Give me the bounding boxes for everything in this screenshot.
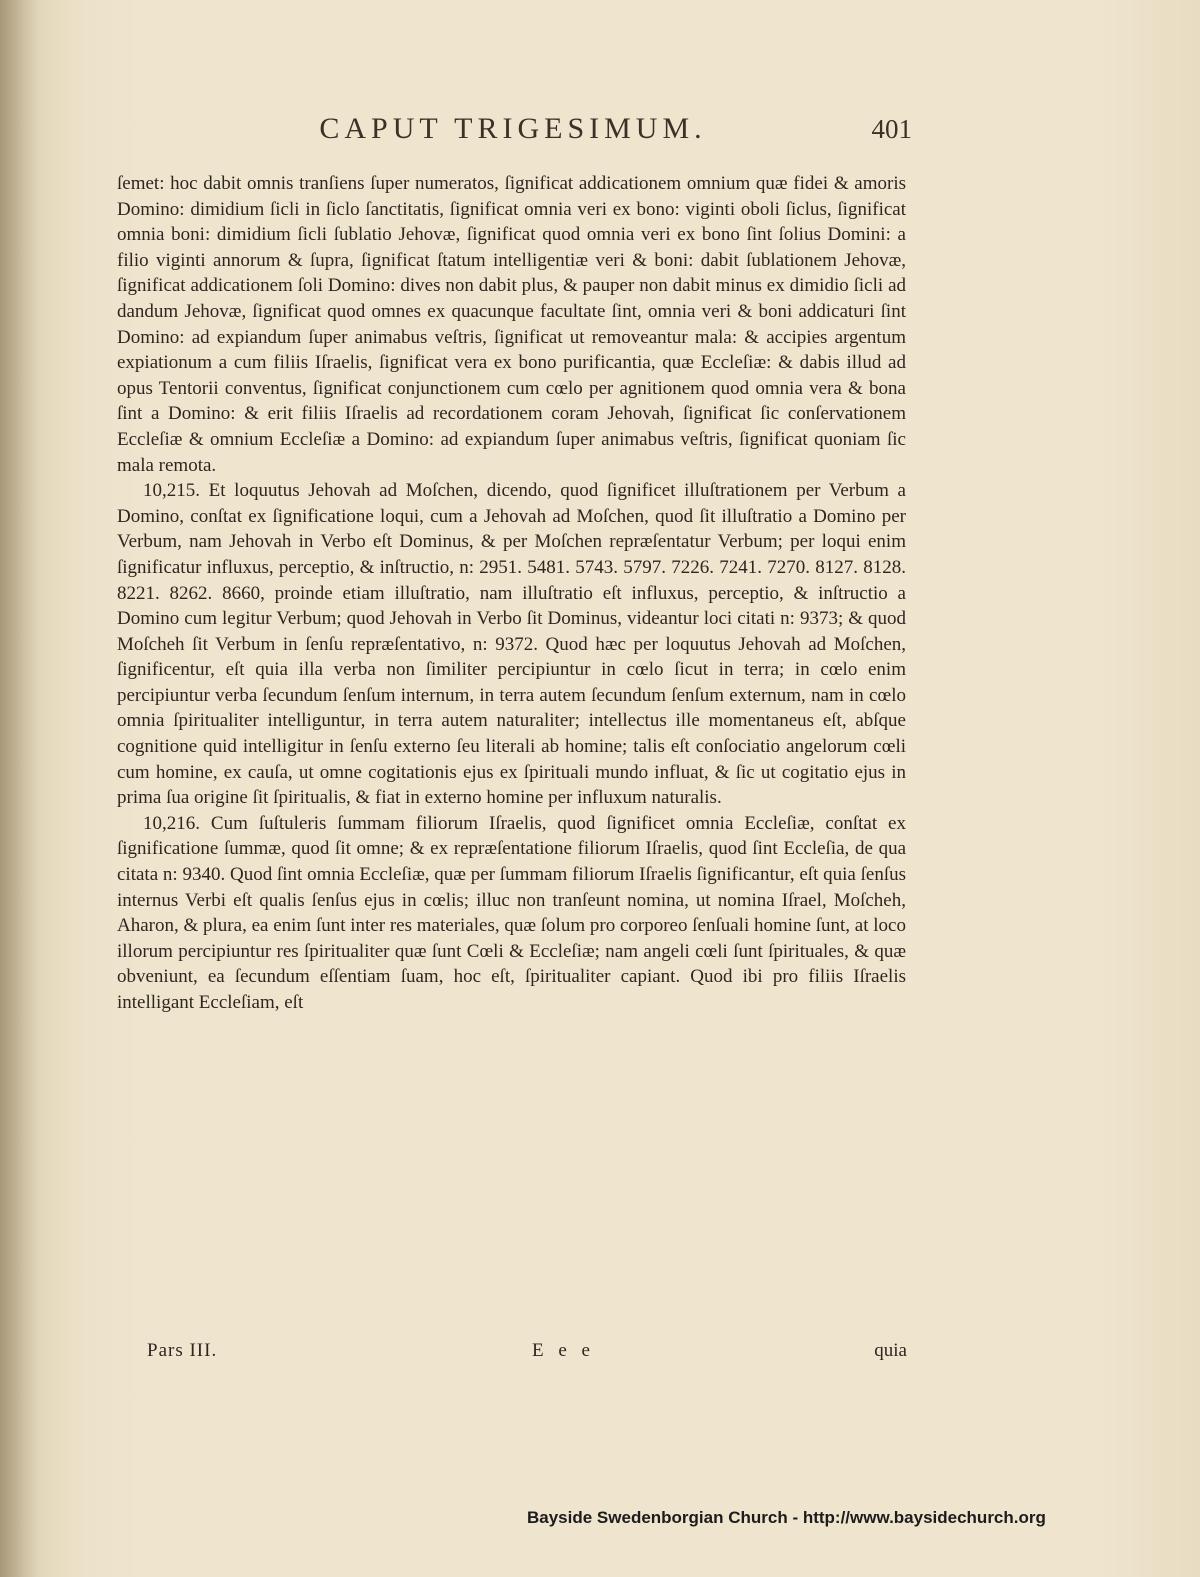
paragraph-continuation: ſemet: hoc dabit omnis tranſiens ſuper numeratos, ſignificat addicationem omnium quæ fidei & amoris Domino: dimidium ſicli in ſiclo ſanctitatis, ſignificat omnia veri ex bono: viginti oboli ſiclus, ſignificat omnia boni: dimidium ſicli ſublatio Jehovæ, ſignificat quod omnia veri ex bono ſint ſolius Domini: a filio viginti annorum & ſupra, ſignificat ſtatum intelligentiæ veri & boni: dabit ſublationem Jehovæ, ſignificat addicationem ſoli Domino: dives non dabit plus, & pauper non dabit minus ex dimidio ſicli ad dandum Jehovæ, ſignificat quod omnes ex quacunque facultate ſint, omnia veri & boni addicaturi ſint Domino: ad expiandum ſuper animabus veſtris, ſignificat ut removeantur mala: & accipies argentum expiationum a cum filiis Iſraelis, ſignificat vera ex bono purificantia, quæ Eccleſiæ: & dabis illud ad opus Tentorii conventus, ſignificat conjunctionem cum cœlo per agnitionem quod omnia vera & bona ſint a Domino: & erit filiis Iſraelis ad recordationem coram Jehovah, ſignificat ſic conſervationem Eccleſiæ & omnium Eccleſiæ a Domino: ad expiandum ſuper animabus veſtris, ſignificat quoniam ſic mala remota. — [117, 173, 906, 476]
page-footer — [147, 1340, 907, 1368]
running-head — [118, 112, 912, 162]
body-text — [117, 171, 906, 1016]
page-number: 401 — [871, 114, 912, 144]
spine-shadow — [0, 0, 38, 1577]
watermark-text: Bayside Swedenborgian Church - http://www.baysidechurch.org — [527, 1508, 1046, 1527]
signature-part: Pars III. — [147, 1340, 218, 1361]
paragraph-10215: 10,215. Et loquutus Jehovah ad Moſchen, dicendo, quod ſignificet illuſtrationem per Verbum a Domino, conſtat ex ſignificatione loqui, cum a Jehovah ad Moſchen, quod ſit illuſtratio a Domino per Verbum, nam Jehovah in Verbo eſt Dominus, & per Moſchen repræſentatur Verbum; per loqui enim ſignificatur influxus, perceptio, & inſtructio, n: 2951. 5481. 5743. 5797. 7226. 7241. 7270. 8127. 8128. 8221. 8262. 8660, proinde etiam illuſtratio, nam illuſtratio eſt influxus, perceptio, & inſtructio a Domino cum legitur Verbum; quod Jehovah in Verbo ſit Dominus, videantur loci citati n: 9373; & quod Moſcheh ſit Verbum in ſenſu repræſentativo, n: 9372. Quod hæc per loquutus Jehovah ad Moſchen, ſignificentur, eſt quia illa verba non ſimiliter percipiuntur in cœlo ſicut in terra; in cœlo enim percipiuntur verba ſecundum ſenſum internum, in terra autem ſecundum ſenſum externum, nam in cœlo omnia ſpiritualiter intelliguntur, in terra autem naturaliter; intellectus ille momentaneus eſt, abſque cognitione quid intelligitur in ſenſu externo ſeu literali ab homine; talis eſt conſociatio angelorum cœli cum homine, ex cauſa, ut omne cogitationis ejus ex ſpirituali mundo influat, & ſic ut cogitatio ejus in prima ſua origine ſit ſpiritualis, & fiat in externo homine per influxum naturalis. — [117, 480, 906, 809]
signature-mark: E e e — [532, 1340, 595, 1361]
paragraph-10216: 10,216. Cum ſuſtuleris ſummam filiorum Iſraelis, quod ſignificet omnia Eccleſiæ, conſtat ex ſignificatione ſummæ, quod ſit omne; & ex repræſentatione filiorum Iſraelis, quod ſint Eccleſia, de qua citata n: 9340. Quod ſint omnia Eccleſiæ, quæ per ſummam filiorum Iſraelis ſignificantur, eſt quia ſenſus internus Verbi eſt qualis ſenſus ejus in cœlis; illuc non tranſeunt nomina, ut nomina Iſrael, Moſcheh, Aharon, & plura, ea enim ſunt inter res materiales, quæ ſolum pro corporeo ſenſuali homine ſunt, at loco illorum percipiuntur res ſpiritualiter quæ ſunt Cœli & Eccleſiæ; nam angeli cœli ſunt ſpirituales, & quæ obveniunt, ea ſecundum eſſentiam ſuam, hoc eſt, ſpiritualiter capiant. Quod ibi pro filiis Iſraelis intelligant Eccleſiam, eſt — [117, 812, 906, 1013]
running-title: CAPUT TRIGESIMUM. — [319, 112, 707, 145]
catchword: quia — [874, 1340, 907, 1361]
